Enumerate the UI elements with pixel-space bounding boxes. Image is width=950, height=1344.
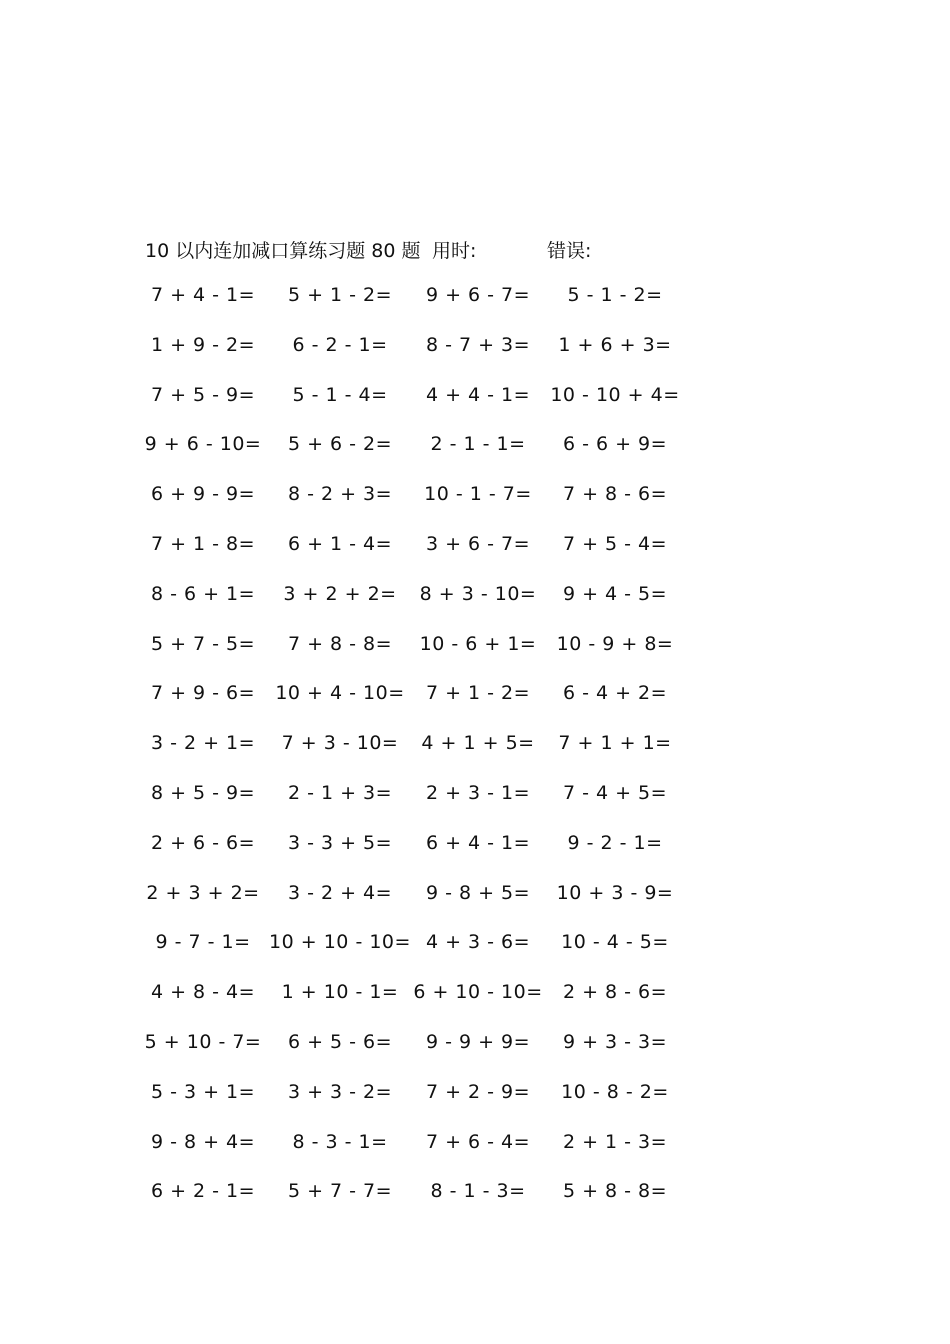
problem-row — [0, 1131, 950, 1181]
math-problem: 2 - 1 + 3= — [287, 781, 393, 804]
math-problem: 10 - 1 - 7= — [424, 483, 532, 506]
math-problem: 5 + 1 - 2= — [287, 284, 393, 306]
math-problem: 2 - 1 - 1= — [430, 433, 526, 456]
problem-row — [0, 882, 950, 932]
math-problem: 3 - 2 + 4= — [287, 881, 393, 904]
math-problem: 5 + 7 - 7= — [287, 1180, 393, 1203]
math-problem: 7 + 5 - 9= — [150, 383, 256, 406]
math-problem: 6 + 2 - 1= — [150, 1180, 256, 1203]
problem-grid — [0, 284, 950, 1230]
math-problem: 9 - 7 - 1= — [155, 931, 251, 954]
math-problem: 9 + 6 - 10= — [144, 433, 262, 456]
math-problem: 7 + 1 - 2= — [425, 682, 531, 705]
math-problem: 9 + 6 - 7= — [425, 284, 531, 306]
math-problem: 3 + 6 - 7= — [425, 532, 531, 555]
math-problem: 5 - 3 + 1= — [150, 1080, 256, 1103]
math-problem: 3 + 2 + 2= — [283, 582, 397, 605]
math-problem: 7 + 3 - 10= — [281, 732, 399, 755]
math-problem: 8 - 3 - 1= — [292, 1130, 388, 1153]
math-problem: 7 + 6 - 4= — [425, 1130, 531, 1153]
problem-row — [0, 334, 950, 384]
problem-row — [0, 583, 950, 633]
problem-row — [0, 931, 950, 981]
problem-row — [0, 483, 950, 533]
math-problem: 8 - 1 - 3= — [430, 1180, 526, 1203]
problem-row — [0, 1031, 950, 1081]
math-problem: 6 + 1 - 4= — [287, 532, 393, 555]
time-label: 用时: — [432, 240, 477, 262]
math-problem: 10 - 10 + 4= — [550, 383, 680, 406]
math-problem: 6 - 2 - 1= — [292, 333, 388, 356]
problem-row — [0, 682, 950, 732]
math-problem: 6 + 5 - 6= — [287, 1030, 393, 1053]
math-problem: 2 + 1 - 3= — [562, 1130, 668, 1153]
problem-row — [0, 284, 950, 334]
math-problem: 8 + 3 - 10= — [419, 582, 537, 605]
problem-row — [0, 981, 950, 1031]
math-problem: 7 + 8 - 8= — [287, 632, 393, 655]
math-problem: 3 + 3 - 2= — [287, 1080, 393, 1103]
math-problem: 7 + 8 - 6= — [562, 483, 668, 506]
math-problem: 10 - 9 + 8= — [556, 632, 674, 655]
math-problem: 6 + 9 - 9= — [150, 483, 256, 506]
math-problem: 10 - 8 - 2= — [561, 1080, 669, 1103]
math-problem: 9 - 8 + 5= — [425, 881, 531, 904]
math-problem: 9 + 4 - 5= — [562, 582, 668, 605]
math-problem: 1 + 9 - 2= — [150, 333, 256, 356]
math-problem: 2 + 3 + 2= — [146, 881, 260, 904]
math-problem: 10 + 4 - 10= — [275, 682, 405, 705]
math-problem: 8 - 6 + 1= — [150, 582, 256, 605]
math-problem: 10 + 10 - 10= — [269, 931, 411, 954]
math-problem: 2 + 3 - 1= — [425, 781, 531, 804]
problem-row — [0, 782, 950, 832]
math-problem: 8 - 2 + 3= — [287, 483, 393, 506]
math-problem: 1 + 10 - 1= — [281, 981, 399, 1004]
math-problem: 9 - 9 + 9= — [425, 1030, 531, 1053]
error-label: 错误: — [547, 240, 592, 262]
problem-row — [0, 433, 950, 483]
problem-row — [0, 533, 950, 583]
math-problem: 9 - 8 + 4= — [150, 1130, 256, 1153]
math-problem: 10 + 3 - 9= — [556, 881, 674, 904]
math-problem: 10 - 4 - 5= — [561, 931, 669, 954]
problem-row — [0, 1180, 950, 1230]
math-problem: 5 + 8 - 8= — [562, 1180, 668, 1203]
math-problem: 4 + 1 + 5= — [421, 732, 535, 755]
math-problem: 7 + 5 - 4= — [562, 532, 668, 555]
problem-row — [0, 384, 950, 434]
math-problem: 5 + 6 - 2= — [287, 433, 393, 456]
math-problem: 1 + 6 + 3= — [558, 333, 672, 356]
problem-row — [0, 1081, 950, 1131]
math-problem: 10 - 6 + 1= — [419, 632, 537, 655]
math-problem: 9 + 3 - 3= — [562, 1030, 668, 1053]
math-problem: 7 + 9 - 6= — [150, 682, 256, 705]
math-problem: 6 - 6 + 9= — [562, 433, 668, 456]
math-problem: 7 + 2 - 9= — [425, 1080, 531, 1103]
problem-row — [0, 633, 950, 683]
math-problem: 7 + 1 + 1= — [558, 732, 672, 755]
math-problem: 6 + 10 - 10= — [413, 981, 543, 1004]
math-problem: 2 + 6 - 6= — [150, 831, 256, 854]
math-problem: 3 - 3 + 5= — [287, 831, 393, 854]
math-problem: 8 - 7 + 3= — [425, 333, 531, 356]
worksheet-title: 10 以内连加减口算练习题 80 题 — [145, 240, 421, 262]
math-problem: 5 + 10 - 7= — [144, 1030, 262, 1053]
math-problem: 7 + 1 - 8= — [150, 532, 256, 555]
math-problem: 4 + 3 - 6= — [425, 931, 531, 954]
math-problem: 5 + 7 - 5= — [150, 632, 256, 655]
worksheet-header — [0, 236, 950, 264]
math-problem: 4 + 4 - 1= — [425, 383, 531, 406]
math-problem: 5 - 1 - 4= — [292, 383, 388, 406]
problem-row — [0, 832, 950, 882]
math-problem: 3 - 2 + 1= — [150, 732, 256, 755]
math-problem: 2 + 8 - 6= — [562, 981, 668, 1004]
math-problem: 7 + 4 - 1= — [150, 284, 256, 306]
math-problem: 6 + 4 - 1= — [425, 831, 531, 854]
math-problem: 6 - 4 + 2= — [562, 682, 668, 705]
math-problem: 9 - 2 - 1= — [567, 831, 663, 854]
math-problem: 7 - 4 + 5= — [562, 781, 668, 804]
math-problem: 8 + 5 - 9= — [150, 781, 256, 804]
problem-row — [0, 732, 950, 782]
math-problem: 4 + 8 - 4= — [150, 981, 256, 1004]
math-problem: 5 - 1 - 2= — [567, 284, 663, 306]
